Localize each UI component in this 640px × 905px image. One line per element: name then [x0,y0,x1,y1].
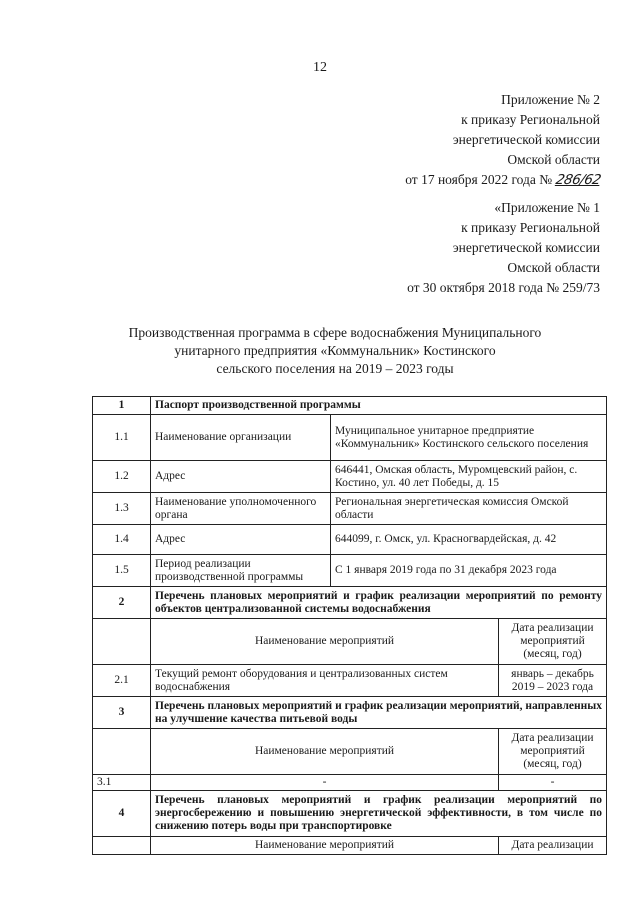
column-header-row [93,729,607,775]
column-header-date: Дата реализации [499,837,607,855]
table-row [93,525,607,555]
table-row [93,461,607,493]
section-number: 1 [93,397,151,415]
row-number: 1.3 [93,493,151,525]
row-label: Наименование организации [151,415,331,461]
section-number: 4 [93,791,151,837]
section-title: Паспорт производственной программы [151,397,607,415]
row-name: - [151,775,499,791]
section-title: Перечень плановых мероприятий и график реализации мероприятий по ремонту объектов централизованной системы водоснабжения [151,587,607,619]
appendix-line: «Приложение № 1 [494,200,600,215]
section-header-row [93,791,607,837]
appendix-previous-block [407,198,600,298]
row-number: 1.2 [93,461,151,493]
row-label: Наименование уполномоченного органа [151,493,331,525]
appendix-line: энергетической комиссии [452,132,600,147]
row-number: 2.1 [93,665,151,697]
empty-cell [93,619,151,665]
row-number: 1.5 [93,555,151,587]
row-value: Муниципальное унитарное предприятие «Коммунальник» Костинского сельского поселения [331,415,607,461]
table-row [93,665,607,697]
appendix-line: Омской области [507,260,600,275]
appendix-current-block [405,90,600,190]
section-header-row [93,697,607,729]
appendix-line: к приказу Региональной [461,220,600,235]
row-date: - [499,775,607,791]
section-header-row [93,587,607,619]
column-header-name: Наименование мероприятий [151,729,499,775]
document-title [80,324,590,378]
table-row [93,555,607,587]
column-header-date: Дата реализации мероприятий (месяц, год) [499,619,607,665]
empty-cell [93,729,151,775]
row-value: 644099, г. Омск, ул. Красногвардейская, д. 42 [331,525,607,555]
column-header-name: Наименование мероприятий [151,619,499,665]
appendix-line: Приложение № 2 [501,92,600,107]
row-number: 1.1 [93,415,151,461]
title-line: сельского поселения на 2019 – 2023 годы [216,361,454,376]
appendix-date-text: от 17 ноября 2022 года № [405,172,553,187]
title-line: унитарного предприятия «Коммунальник» Костинского [174,343,496,358]
appendix-line: энергетической комиссии [452,240,600,255]
section-header-row [93,397,607,415]
row-name: Текущий ремонт оборудования и централизованных систем водоснабжения [151,665,499,697]
empty-cell [93,837,151,855]
page-number: 12 [313,60,327,75]
row-date: январь – декабрь 2019 – 2023 года [499,665,607,697]
section-title: Перечень плановых мероприятий и график реализации мероприятий, направленных на улучшение качества питьевой воды [151,697,607,729]
section-number: 3 [93,697,151,729]
section-number: 2 [93,587,151,619]
production-program-table [92,396,607,855]
appendix-line: от 30 октября 2018 года № 259/73 [407,280,600,295]
row-label: Период реализации производственной программы [151,555,331,587]
column-header-row [93,619,607,665]
title-line: Производственная программа в сфере водоснабжения Муниципального [128,325,542,340]
section-title: Перечень плановых мероприятий и график реализации мероприятий по энергосбережению и повышению энергетической эффективности, в том числе по снижению потерь воды при транспортировке [151,791,607,837]
handwritten-number-signature: 286/62 [553,172,602,188]
row-number: 1.4 [93,525,151,555]
table-row [93,775,607,791]
appendix-line: к приказу Региональной [461,112,600,127]
table-row [93,493,607,525]
appendix-date-line [405,170,600,190]
appendix-line: Омской области [507,152,600,167]
row-value: 646441, Омская область, Муромцевский район, с. Костино, ул. 40 лет Победы, д. 15 [331,461,607,493]
column-header-date: Дата реализации мероприятий (месяц, год) [499,729,607,775]
table-row [93,415,607,461]
column-header-name: Наименование мероприятий [151,837,499,855]
row-value: Региональная энергетическая комиссия Омской области [331,493,607,525]
row-number: 3.1 [93,775,151,791]
row-value: С 1 января 2019 года по 31 декабря 2023 года [331,555,607,587]
column-header-row [93,837,607,855]
row-label: Адрес [151,461,331,493]
row-label: Адрес [151,525,331,555]
